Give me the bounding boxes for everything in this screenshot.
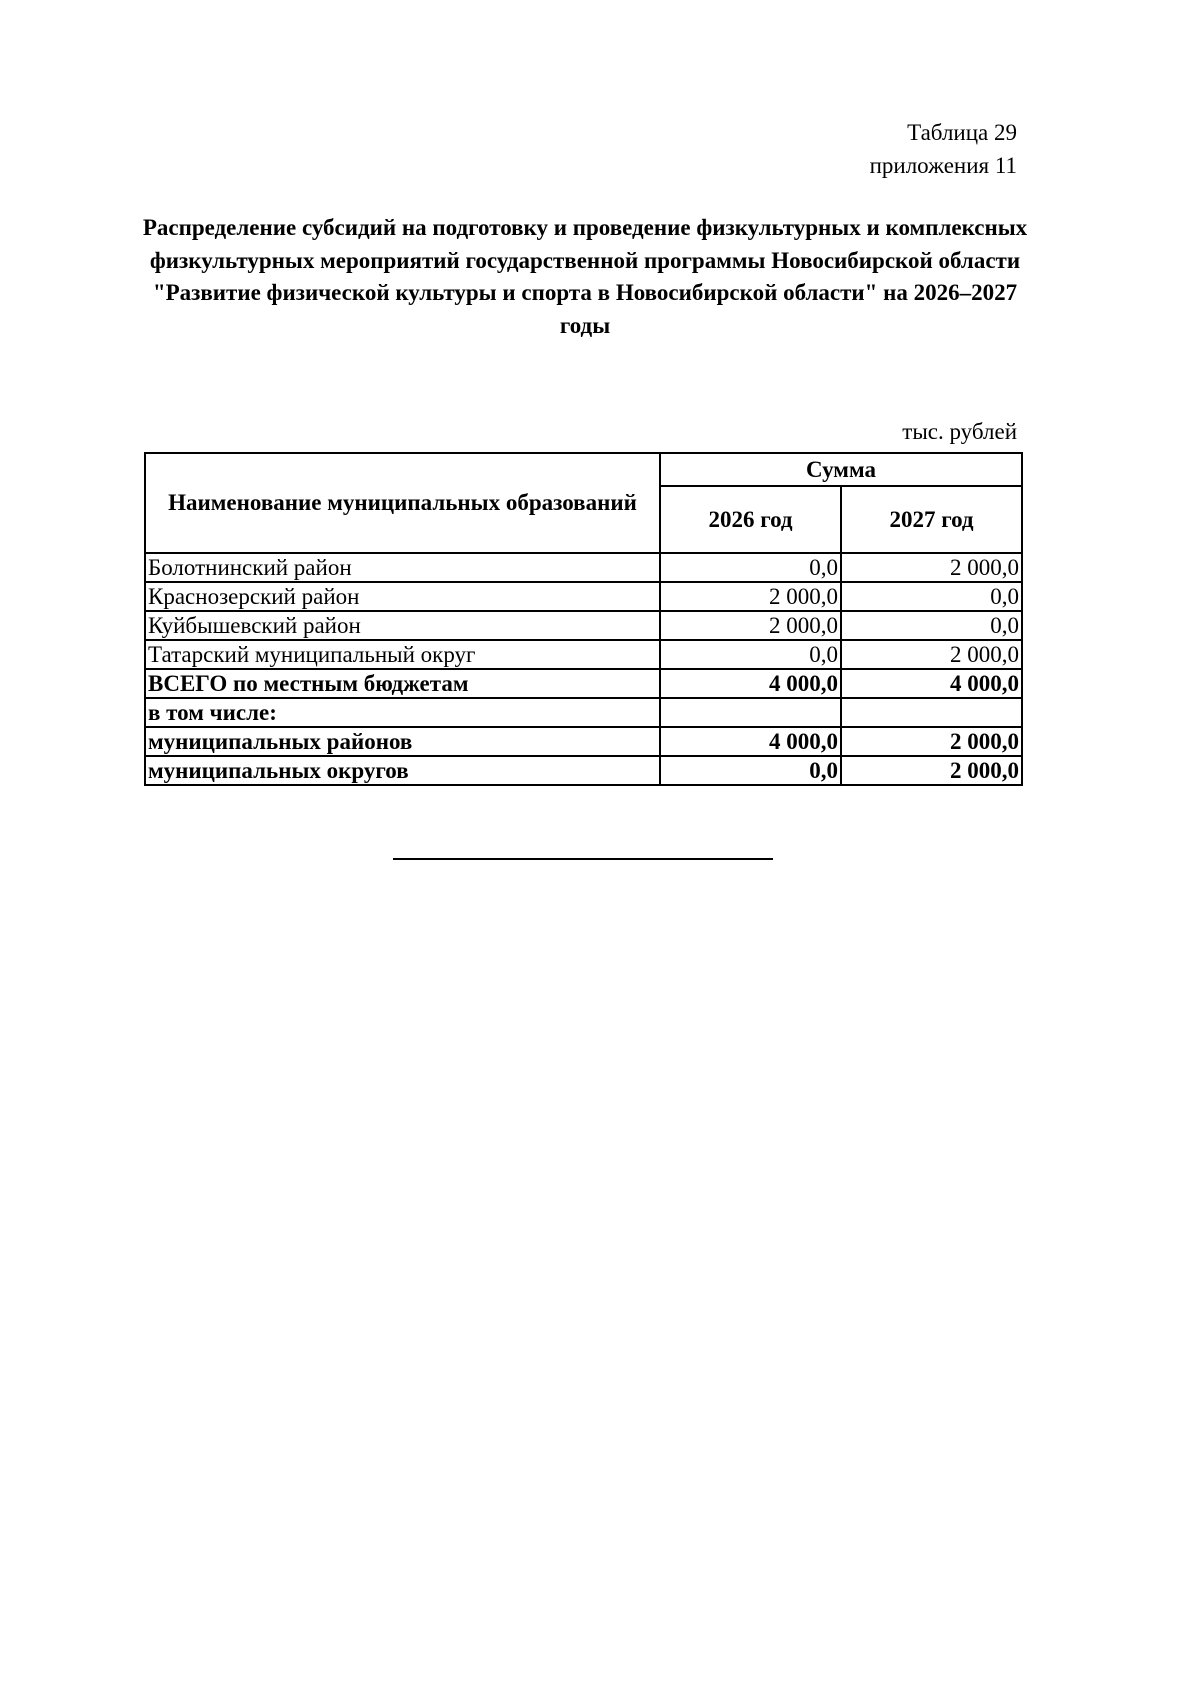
row-value-2027: 4 000,0 [841, 669, 1022, 698]
table-row-total [145, 669, 1022, 698]
closing-rule [393, 858, 773, 860]
row-name: Краснозерский район [145, 582, 660, 611]
row-value-2027: 0,0 [841, 582, 1022, 611]
header-name: Наименование муниципальных образований [145, 453, 660, 553]
table-row [145, 553, 1022, 582]
table-row-districts [145, 727, 1022, 756]
row-name: муниципальных округов [145, 756, 660, 785]
row-name: Болотнинский район [145, 553, 660, 582]
row-value-2026 [660, 698, 841, 727]
table-header-row [145, 453, 1022, 486]
row-value-2027: 2 000,0 [841, 727, 1022, 756]
row-value-2026: 0,0 [660, 756, 841, 785]
caption-appendix: приложения 11 [869, 153, 1017, 178]
row-name: ВСЕГО по местным бюджетам [145, 669, 660, 698]
row-value-2027: 2 000,0 [841, 640, 1022, 669]
row-name: муниципальных районов [145, 727, 660, 756]
row-name: в том числе: [145, 698, 660, 727]
row-name: Татарский муниципальный округ [145, 640, 660, 669]
table-caption [870, 116, 1017, 182]
row-value-2027: 0,0 [841, 611, 1022, 640]
row-value-2027: 2 000,0 [841, 553, 1022, 582]
header-sum: Сумма [660, 453, 1022, 486]
table-row-including [145, 698, 1022, 727]
table-row-okrugs [145, 756, 1022, 785]
header-year-2026: 2026 год [660, 486, 841, 553]
row-name: Куйбышевский район [145, 611, 660, 640]
document-title: Распределение субсидий на подготовку и проведение физкультурных и комплексных физкультурных мероприятий государственной программы Новосибирской области "Развитие физической культуры и спорта в Новосибирской области" на 2026–2027 годы [142, 215, 1028, 338]
row-value-2027 [841, 698, 1022, 727]
row-value-2026: 0,0 [660, 640, 841, 669]
caption-table-number: Таблица 29 [907, 120, 1017, 145]
row-value-2027: 2 000,0 [841, 756, 1022, 785]
table-row [145, 582, 1022, 611]
units-label: тыс. рублей [902, 419, 1017, 444]
row-value-2026: 2 000,0 [660, 611, 841, 640]
table-row [145, 640, 1022, 669]
header-year-2027: 2027 год [841, 486, 1022, 553]
row-value-2026: 0,0 [660, 553, 841, 582]
row-value-2026: 4 000,0 [660, 727, 841, 756]
row-value-2026: 2 000,0 [660, 582, 841, 611]
table-row [145, 611, 1022, 640]
row-value-2026: 4 000,0 [660, 669, 841, 698]
subsidy-table [144, 452, 1023, 786]
